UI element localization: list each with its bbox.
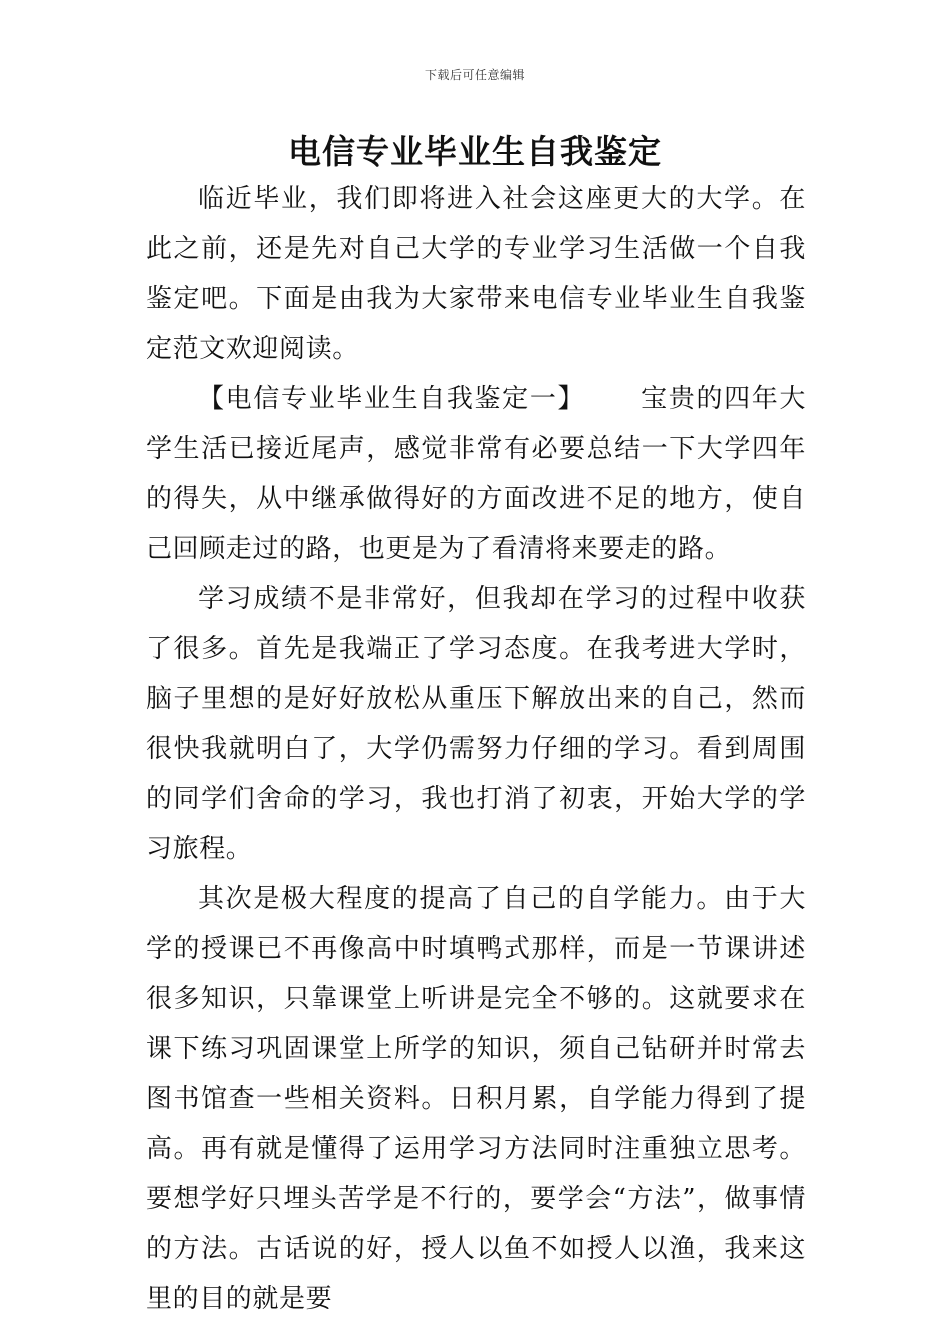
self-study-paragraph: 其次是极大程度的提高了自己的自学能力。由于大学的授课已不再像高中时填鸭式那样，而是一节课讲述很多知识，只靠课堂上听讲是完全不够的。这就要求在课下练习巩固课堂上所学的知识，须自己钻研并时常去图书馆查一些相关资料。日积月累，自学能力得到了提高。再有就是懂得了运用学习方法同时注重独立思考。要想学好只埋头苦学是不行的，要学会“方法”，做事情的方法。古话说的好，授人以鱼不如授人以渔，我来这里的目的就是要 (146, 884, 806, 1314)
header-note: 下载后可任意编辑 (424, 68, 525, 82)
study-paragraph: 学习成绩不是非常好，但我却在学习的过程中收获了很多。首先是我端正了学习态度。在我考进大学时，脑子里想的是好好放松从重压下解放出来的自己，然而很快我就明白了，大学仍需努力仔细的学习。看到周围的同学们舍命的学习，我也打消了初衷，开始大学的学习旅程。 (146, 584, 806, 864)
document-title: 电信专业毕业生自我鉴定 (288, 132, 662, 171)
section-heading: 【电信专业毕业生自我鉴定一】 (198, 384, 586, 414)
document-body (146, 174, 806, 1324)
section-one-paragraph (146, 374, 806, 574)
section-one-text: 宝贵的四年大学生活已接近尾声，感觉非常有必要总结一下大学四年的得失，从中继承做得好的方面改进不足的地方，使自己回顾走过的路，也更是为了看清将来要走的路。 (146, 384, 806, 564)
intro-paragraph: 临近毕业，我们即将进入社会这座更大的大学。在此之前，还是先对自己大学的专业学习生活做一个自我鉴定吧。下面是由我为大家带来电信专业毕业生自我鉴定范文欢迎阅读。 (146, 184, 806, 364)
